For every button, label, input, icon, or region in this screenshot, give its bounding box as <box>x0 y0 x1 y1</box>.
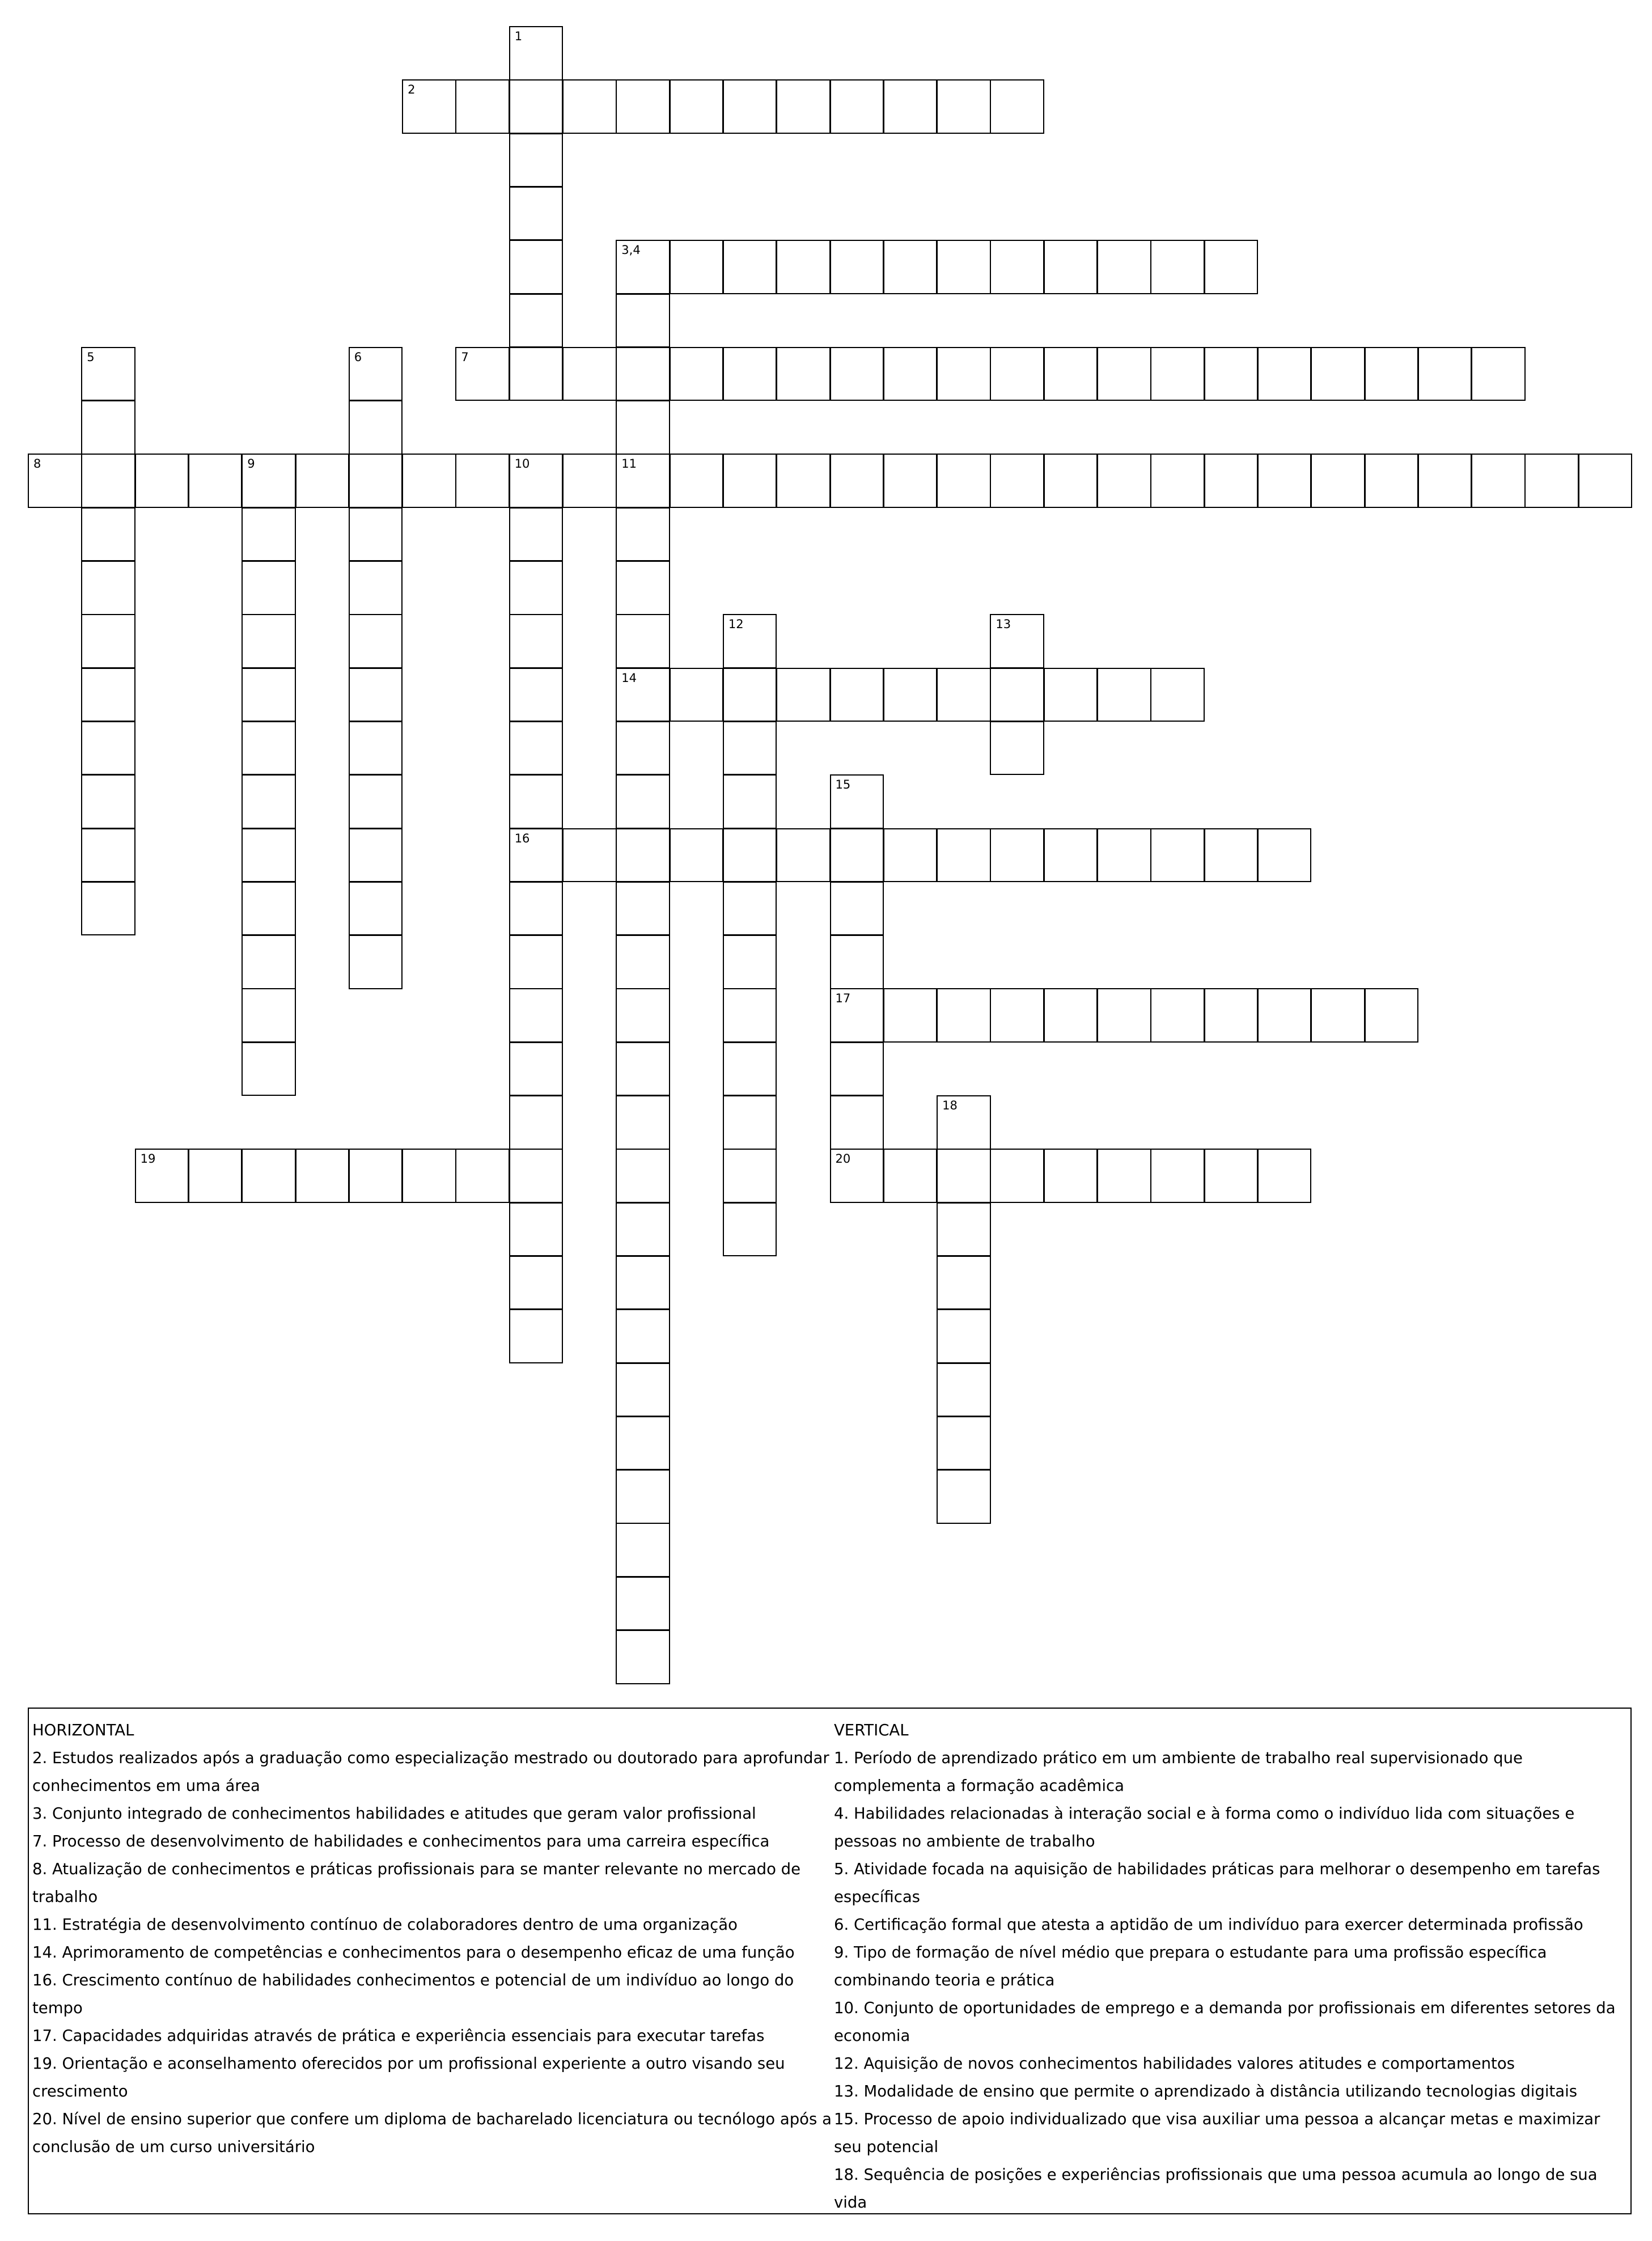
clue-number: 12 <box>728 617 744 632</box>
crossword-cell[interactable] <box>616 1630 670 1684</box>
crossword-cell[interactable] <box>1204 828 1259 883</box>
crossword-cell[interactable] <box>616 828 670 883</box>
crossword-cell[interactable] <box>509 133 564 188</box>
crossword-cell[interactable] <box>509 507 564 562</box>
crossword-cell[interactable] <box>990 988 1044 1043</box>
across-clue: 17. Capacidades adquiridas através de prática e experiência essenciais para executar tarefas <box>32 2027 765 2045</box>
crossword-cell[interactable] <box>349 507 403 562</box>
crossword-cell[interactable] <box>670 454 724 508</box>
crossword-cell[interactable] <box>937 347 991 401</box>
crossword-cell[interactable] <box>1150 828 1205 883</box>
crossword-cell[interactable] <box>509 561 564 615</box>
crossword-cell[interactable] <box>1097 240 1151 294</box>
crossword-cell[interactable] <box>1044 454 1098 508</box>
across-clue: 16. Crescimento contínuo de habilidades conhecimentos e potencial de um indivíduo ao longo do tempo <box>32 1971 794 2017</box>
crossword-cell[interactable] <box>937 668 991 722</box>
crossword-cell[interactable] <box>242 935 296 989</box>
crossword-cell[interactable] <box>723 240 777 294</box>
crossword-cell[interactable] <box>242 614 296 668</box>
crossword-cell[interactable] <box>242 1149 296 1203</box>
crossword-cell[interactable] <box>188 454 243 508</box>
crossword-cell[interactable] <box>616 1149 670 1203</box>
crossword-cell[interactable] <box>81 721 135 776</box>
crossword-cell[interactable] <box>242 507 296 562</box>
crossword-cell[interactable] <box>81 668 135 722</box>
crossword-cell[interactable] <box>937 240 991 294</box>
crossword-cell[interactable] <box>616 561 670 615</box>
crossword-cell[interactable] <box>990 454 1044 508</box>
crossword-cell[interactable] <box>616 614 670 668</box>
crossword-cell[interactable] <box>242 668 296 722</box>
crossword-cell[interactable] <box>830 79 884 134</box>
crossword-cell[interactable] <box>349 668 403 722</box>
down-clue: 9. Tipo de formação de nível médio que prepara o estudante para uma profissão específica combinando teoria e prática <box>834 1943 1547 1989</box>
crossword-cell[interactable] <box>562 347 617 401</box>
crossword-cell[interactable] <box>616 400 670 455</box>
crossword-cell[interactable] <box>1044 668 1098 722</box>
crossword-cell[interactable] <box>990 721 1044 776</box>
crossword-cell[interactable] <box>509 187 564 241</box>
down-clues-column <box>834 1717 1628 2217</box>
crossword-cell[interactable] <box>616 882 670 936</box>
crossword-cell[interactable] <box>990 79 1044 134</box>
crossword-cell[interactable] <box>616 347 670 401</box>
crossword-cell[interactable] <box>509 614 564 668</box>
crossword-cell[interactable] <box>81 347 135 401</box>
crossword-cell[interactable] <box>242 1042 296 1096</box>
crossword-cell[interactable] <box>455 1149 510 1203</box>
crossword-cell[interactable] <box>509 721 564 776</box>
crossword-cell[interactable] <box>1044 1149 1098 1203</box>
crossword-cell[interactable] <box>990 614 1044 668</box>
crossword-cell[interactable] <box>1097 668 1151 722</box>
crossword-cell[interactable] <box>937 988 991 1043</box>
crossword-cell[interactable] <box>349 347 403 401</box>
crossword-cell[interactable] <box>242 561 296 615</box>
crossword-cell[interactable] <box>776 347 831 401</box>
crossword-cell[interactable] <box>509 79 564 134</box>
crossword-cell[interactable] <box>616 1469 670 1524</box>
clue-number: 11 <box>621 457 637 471</box>
across-clue: 7. Processo de desenvolvimento de habilidades e conhecimentos para uma carreira específica <box>32 1832 770 1850</box>
crossword-cell[interactable] <box>509 240 564 294</box>
crossword-cell[interactable] <box>1204 1149 1259 1203</box>
crossword-cell[interactable] <box>723 935 777 989</box>
crossword-cell[interactable] <box>1204 347 1259 401</box>
crossword-cell[interactable] <box>135 1149 189 1203</box>
crossword-cell[interactable] <box>509 988 564 1043</box>
crossword-cell[interactable] <box>1257 454 1312 508</box>
crossword-cell[interactable] <box>1524 454 1579 508</box>
crossword-cell[interactable] <box>1365 454 1419 508</box>
crossword-cell[interactable] <box>1097 988 1151 1043</box>
clues-panel <box>28 1708 1632 2214</box>
crossword-cell[interactable] <box>509 294 564 348</box>
crossword-cell[interactable] <box>830 935 884 989</box>
crossword-cell[interactable] <box>509 1042 564 1096</box>
crossword-cell[interactable] <box>723 614 777 668</box>
clue-number: 7 <box>461 350 469 364</box>
across-clues-column <box>32 1717 832 2161</box>
clue-number: 10 <box>514 457 530 471</box>
crossword-cell[interactable] <box>402 1149 456 1203</box>
down-clue: 18. Sequência de posições e experiências profissionais que uma pessoa acumula ao longo de sua vida <box>834 2166 1598 2212</box>
crossword-cell[interactable] <box>81 561 135 615</box>
crossword-cell[interactable] <box>1097 1149 1151 1203</box>
crossword-cell[interactable] <box>616 1256 670 1310</box>
crossword-cell[interactable] <box>830 1042 884 1096</box>
across-clue: 2. Estudos realizados após a graduação como especialização mestrado ou doutorado para aprofundar conhecimentos em uma área <box>32 1749 829 1795</box>
crossword-cell[interactable] <box>616 454 670 508</box>
crossword-cell[interactable] <box>776 454 831 508</box>
across-clue: 14. Aprimoramento de competências e conhecimentos para o desempenho eficaz de uma função <box>32 1943 795 1962</box>
crossword-cell[interactable] <box>990 668 1044 722</box>
clue-number: 6 <box>354 350 362 364</box>
across-clue: 20. Nível de ensino superior que confere um diploma de bacharelado licenciatura ou tecnólogo após a conclusão de um curso universitário <box>32 2110 832 2156</box>
crossword-cell[interactable] <box>455 79 510 134</box>
crossword-cell[interactable] <box>616 507 670 562</box>
crossword-cell[interactable] <box>509 454 564 508</box>
clue-number: 9 <box>247 457 255 471</box>
crossword-cell[interactable] <box>1204 988 1259 1043</box>
clue-number: 8 <box>33 457 41 471</box>
crossword-cell[interactable] <box>883 988 938 1043</box>
crossword-cell[interactable] <box>723 721 777 776</box>
crossword-cell[interactable] <box>616 1416 670 1471</box>
crossword-cell[interactable] <box>883 454 938 508</box>
crossword-cell[interactable] <box>81 454 135 508</box>
crossword-cell[interactable] <box>81 828 135 883</box>
crossword-cell[interactable] <box>723 347 777 401</box>
crossword-cell[interactable] <box>1418 454 1472 508</box>
down-clue: 6. Certificação formal que atesta a aptidão de um indivíduo para exercer determinada profissão <box>834 1916 1583 1934</box>
crossword-cell[interactable] <box>242 721 296 776</box>
across-heading: HORIZONTAL <box>32 1721 134 1739</box>
crossword-cell[interactable] <box>81 400 135 455</box>
clue-number: 17 <box>835 992 851 1006</box>
clue-number: 2 <box>408 83 416 97</box>
crossword-cell[interactable] <box>1097 454 1151 508</box>
crossword-cell[interactable] <box>723 668 777 722</box>
crossword-cell[interactable] <box>242 774 296 829</box>
crossword-cell[interactable] <box>723 79 777 134</box>
crossword-cell[interactable] <box>937 79 991 134</box>
crossword-cell[interactable] <box>776 79 831 134</box>
crossword-cell[interactable] <box>616 1309 670 1363</box>
crossword-cell[interactable] <box>883 79 938 134</box>
clue-number: 16 <box>514 831 530 845</box>
crossword-cell[interactable] <box>616 1095 670 1150</box>
crossword-cell[interactable] <box>776 828 831 883</box>
crossword-cell[interactable] <box>776 668 831 722</box>
crossword-cell[interactable] <box>937 1309 991 1363</box>
crossword-cell[interactable] <box>242 454 296 508</box>
crossword-cell[interactable] <box>723 1202 777 1257</box>
crossword-cell[interactable] <box>830 828 884 883</box>
across-clue: 3. Conjunto integrado de conhecimentos habilidades e atitudes que geram valor profissional <box>32 1804 756 1823</box>
crossword-cell[interactable] <box>1578 454 1633 508</box>
crossword-cell[interactable] <box>1365 988 1419 1043</box>
crossword-cell[interactable] <box>349 828 403 883</box>
crossword-cell[interactable] <box>455 454 510 508</box>
crossword-cell[interactable] <box>937 1363 991 1417</box>
crossword-cell[interactable] <box>509 882 564 936</box>
crossword-cell[interactable] <box>349 561 403 615</box>
clue-number: 5 <box>87 350 95 364</box>
down-clue: 13. Modalidade de ensino que permite o aprendizado à distância utilizando tecnologias digitais <box>834 2082 1578 2100</box>
down-clue: 4. Habilidades relacionadas à interação social e à forma como o indivíduo lida com situações e pessoas no ambiente de trabalho <box>834 1804 1575 1850</box>
crossword-cell[interactable] <box>509 1149 564 1203</box>
crossword-cell[interactable] <box>509 347 564 401</box>
crossword-cell[interactable] <box>1044 828 1098 883</box>
crossword-cell[interactable] <box>990 1149 1044 1203</box>
crossword-cell[interactable] <box>349 882 403 936</box>
crossword-cell[interactable] <box>723 1042 777 1096</box>
crossword-cell[interactable] <box>1471 347 1526 401</box>
crossword-cell[interactable] <box>509 26 564 81</box>
crossword-cell[interactable] <box>1418 347 1472 401</box>
down-clue: 5. Atividade focada na aquisição de habilidades práticas para melhorar o desempenho em tarefas específicas <box>834 1860 1600 1906</box>
crossword-cell[interactable] <box>616 935 670 989</box>
crossword-cell[interactable] <box>509 828 564 883</box>
crossword-cell[interactable] <box>1044 347 1098 401</box>
crossword-cell[interactable] <box>242 828 296 883</box>
crossword-cell[interactable] <box>562 828 617 883</box>
crossword-cell[interactable] <box>349 454 403 508</box>
crossword-cell[interactable] <box>937 1416 991 1471</box>
down-heading: VERTICAL <box>834 1721 909 1739</box>
clue-number: 19 <box>140 1152 156 1166</box>
crossword-cell[interactable] <box>188 1149 243 1203</box>
crossword-cell[interactable] <box>883 1149 938 1203</box>
crossword-cell[interactable] <box>830 668 884 722</box>
crossword-cell[interactable] <box>562 454 617 508</box>
crossword-cell[interactable] <box>1365 347 1419 401</box>
crossword-cell[interactable] <box>1150 240 1205 294</box>
crossword-cell[interactable] <box>830 1095 884 1150</box>
crossword-cell[interactable] <box>723 988 777 1043</box>
crossword-cell[interactable] <box>1471 454 1526 508</box>
crossword-cell[interactable] <box>723 774 777 829</box>
crossword-cell[interactable] <box>349 721 403 776</box>
crossword-cell[interactable] <box>830 774 884 829</box>
crossword-cell[interactable] <box>616 774 670 829</box>
crossword-cell[interactable] <box>1150 668 1205 722</box>
crossword-cell[interactable] <box>1044 988 1098 1043</box>
down-clue: 15. Processo de apoio individualizado que visa auxiliar uma pessoa a alcançar metas e maximizar seu potencial <box>834 2110 1600 2156</box>
crossword-cell[interactable] <box>1257 988 1312 1043</box>
crossword-cell[interactable] <box>1097 347 1151 401</box>
clue-number: 18 <box>942 1099 958 1112</box>
crossword-cell[interactable] <box>616 294 670 348</box>
crossword-cell[interactable] <box>509 1256 564 1310</box>
crossword-cell[interactable] <box>830 1149 884 1203</box>
crossword-cell[interactable] <box>1097 828 1151 883</box>
crossword-cell[interactable] <box>349 400 403 455</box>
crossword-cell[interactable] <box>937 454 991 508</box>
crossword-cell[interactable] <box>349 1149 403 1203</box>
crossword-cell[interactable] <box>1311 454 1365 508</box>
crossword-cell[interactable] <box>242 988 296 1043</box>
crossword-cell[interactable] <box>1311 988 1365 1043</box>
crossword-cell[interactable] <box>509 1309 564 1363</box>
crossword-cell[interactable] <box>723 882 777 936</box>
crossword-cell[interactable] <box>723 828 777 883</box>
crossword-cell[interactable] <box>670 828 724 883</box>
crossword-cell[interactable] <box>990 828 1044 883</box>
clue-number: 15 <box>835 778 851 792</box>
crossword-cell[interactable] <box>937 828 991 883</box>
crossword-cell[interactable] <box>776 240 831 294</box>
crossword-cell[interactable] <box>990 240 1044 294</box>
crossword-cell[interactable] <box>937 1256 991 1310</box>
down-clue: 10. Conjunto de oportunidades de emprego e a demanda por profissionais em diferentes setores da economia <box>834 1999 1616 2045</box>
crossword-cell[interactable] <box>509 1095 564 1150</box>
crossword-cell[interactable] <box>937 1095 991 1150</box>
crossword-cell[interactable] <box>509 774 564 829</box>
crossword-cell[interactable] <box>509 668 564 722</box>
crossword-cell[interactable] <box>1150 1149 1205 1203</box>
crossword-cell[interactable] <box>990 347 1044 401</box>
crossword-cell[interactable] <box>1150 347 1205 401</box>
crossword-cell[interactable] <box>81 614 135 668</box>
crossword-cell[interactable] <box>616 1363 670 1417</box>
across-clue: 11. Estratégia de desenvolvimento contínuo de colaboradores dentro de uma organização <box>32 1916 738 1934</box>
crossword-cell[interactable] <box>723 454 777 508</box>
crossword-cell[interactable] <box>616 240 670 294</box>
crossword-cell[interactable] <box>883 240 938 294</box>
crossword-cell[interactable] <box>81 774 135 829</box>
crossword-cell[interactable] <box>402 454 456 508</box>
crossword-cell[interactable] <box>883 828 938 883</box>
clue-number: 14 <box>621 671 637 685</box>
crossword-cell[interactable] <box>830 347 884 401</box>
crossword-cell[interactable] <box>937 1202 991 1257</box>
across-clue: 19. Orientação e aconselhamento oferecidos por um profissional experiente a outro visando seu crescimento <box>32 2054 785 2100</box>
crossword-cell[interactable] <box>616 721 670 776</box>
crossword-cell[interactable] <box>1150 454 1205 508</box>
crossword-cell[interactable] <box>349 774 403 829</box>
crossword-cell[interactable] <box>883 668 938 722</box>
crossword-cell[interactable] <box>81 507 135 562</box>
crossword-cell[interactable] <box>28 454 82 508</box>
crossword-cell[interactable] <box>1150 988 1205 1043</box>
crossword-cell[interactable] <box>562 79 617 134</box>
crossword-cell[interactable] <box>937 1149 991 1203</box>
crossword-cell[interactable] <box>1257 347 1312 401</box>
crossword-cell[interactable] <box>616 1202 670 1257</box>
clue-number: 20 <box>835 1152 851 1166</box>
crossword-cell[interactable] <box>830 988 884 1043</box>
crossword-cell[interactable] <box>616 1577 670 1631</box>
crossword-cell[interactable] <box>723 1095 777 1150</box>
crossword-cell[interactable] <box>242 882 296 936</box>
crossword-cell[interactable] <box>509 935 564 989</box>
crossword-cell[interactable] <box>1257 828 1312 883</box>
clue-number: 13 <box>996 617 1011 632</box>
crossword-cell[interactable] <box>455 347 510 401</box>
down-clue: 12. Aquisição de novos conhecimentos habilidades valores atitudes e comportamentos <box>834 2054 1515 2073</box>
crossword-cell[interactable] <box>1204 240 1259 294</box>
crossword-cell[interactable] <box>937 1469 991 1524</box>
clue-number: 3,4 <box>621 243 641 257</box>
crossword-cell[interactable] <box>135 454 189 508</box>
crossword-cell[interactable] <box>670 347 724 401</box>
crossword-cell[interactable] <box>402 79 456 134</box>
crossword-cell[interactable] <box>670 79 724 134</box>
crossword-cell[interactable] <box>616 1523 670 1577</box>
crossword-cell[interactable] <box>1204 454 1259 508</box>
crossword-cell[interactable] <box>830 240 884 294</box>
crossword-cell[interactable] <box>883 347 938 401</box>
crossword-cell[interactable] <box>1257 1149 1312 1203</box>
crossword-cell[interactable] <box>1311 347 1365 401</box>
down-clue: 1. Período de aprendizado prático em um ambiente de trabalho real supervisionado que complementa a formação acadêmica <box>834 1749 1523 1795</box>
crossword-cell[interactable] <box>616 79 670 134</box>
crossword-cell[interactable] <box>616 988 670 1043</box>
crossword-cell[interactable] <box>830 882 884 936</box>
crossword-cell[interactable] <box>616 1042 670 1096</box>
crossword-cell[interactable] <box>81 882 135 936</box>
across-clue: 8. Atualização de conhecimentos e práticas profissionais para se manter relevante no mercado de trabalho <box>32 1860 801 1906</box>
crossword-cell[interactable] <box>295 454 350 508</box>
crossword-cell[interactable] <box>349 614 403 668</box>
crossword-cell[interactable] <box>670 668 724 722</box>
crossword-cell[interactable] <box>509 1202 564 1257</box>
crossword-cell[interactable] <box>670 240 724 294</box>
crossword-cell[interactable] <box>349 935 403 989</box>
crossword-cell[interactable] <box>616 668 670 722</box>
clue-number: 1 <box>514 29 523 43</box>
crossword-cell[interactable] <box>295 1149 350 1203</box>
crossword-cell[interactable] <box>1044 240 1098 294</box>
crossword-cell[interactable] <box>723 1149 777 1203</box>
crossword-cell[interactable] <box>830 454 884 508</box>
